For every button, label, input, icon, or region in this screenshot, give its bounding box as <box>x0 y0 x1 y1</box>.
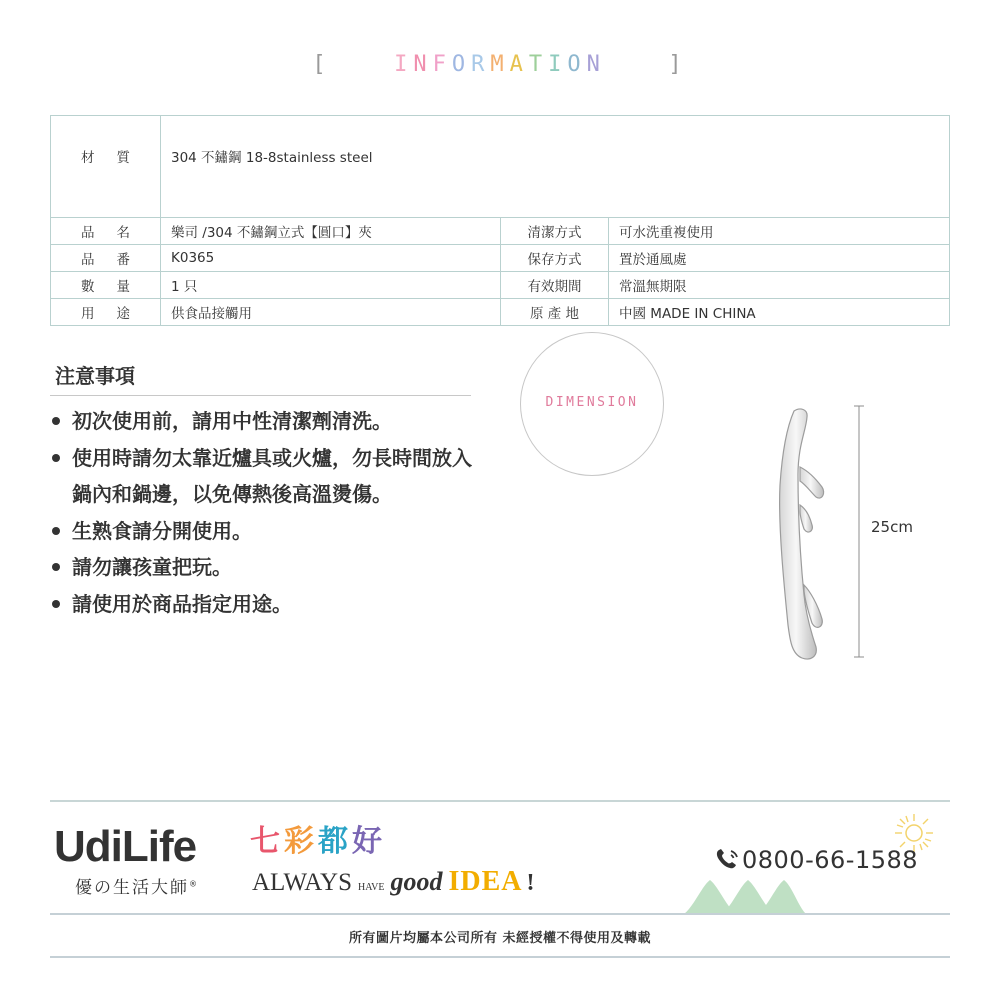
cell-label: 有效期間 <box>501 272 609 299</box>
title-letter: I <box>548 52 568 77</box>
dimension-length: 25cm <box>871 518 913 536</box>
material-value: 304 不鏽鋼 18-8stainless steel <box>161 116 950 218</box>
material-label: 材質 <box>51 116 161 218</box>
title-letter: R <box>471 52 491 77</box>
information-heading <box>0 52 1000 77</box>
title-letter: T <box>528 52 549 77</box>
table-row <box>51 272 950 299</box>
mountains-icon <box>684 876 806 914</box>
bullet-icon <box>52 563 60 571</box>
slogan-char: 彩 <box>284 824 318 859</box>
dimension-label: DIMENSION <box>545 395 639 410</box>
slogan-bang: ! <box>526 870 535 896</box>
cell-label: 清潔方式 <box>501 218 609 245</box>
list-item <box>50 549 490 586</box>
list-item <box>50 513 490 550</box>
slogan-char: 都 <box>318 824 352 859</box>
title-letter: O <box>451 52 472 77</box>
title-letter: A <box>509 52 529 77</box>
slogan-always: ALWAYS <box>252 869 353 896</box>
title-letter: O <box>567 52 587 77</box>
copyright-notice: 所有圖片均屬本公司所有 未經授權不得使用及轉載 <box>348 931 652 946</box>
table-row <box>51 299 950 326</box>
cell-value: 可水洗重複使用 <box>609 218 950 245</box>
footer-divider-top <box>50 800 950 802</box>
title-letter: I <box>394 52 414 77</box>
information-title <box>394 52 606 77</box>
product-info-table <box>50 115 950 326</box>
phone-icon <box>714 847 742 871</box>
cell-label: 品名 <box>51 218 161 245</box>
bullet-icon <box>52 527 60 535</box>
slogan-english <box>252 866 535 898</box>
brand-subtitle <box>75 873 199 898</box>
list-item <box>50 403 490 440</box>
phone-number[interactable] <box>714 846 918 874</box>
note-text: 生熟食請分開使用。 <box>72 518 252 543</box>
footer-divider <box>50 913 950 915</box>
note-text: 初次使用前，請用中性清潔劑清洗。 <box>72 409 392 433</box>
cell-value: 置於通風處 <box>609 245 950 272</box>
registered-mark: ® <box>189 879 199 889</box>
cell-label: 保存方式 <box>501 245 609 272</box>
slogan-char: 七 <box>250 824 284 859</box>
bracket-left: [ <box>312 52 332 77</box>
notes-list <box>50 403 490 622</box>
cell-value: 常溫無期限 <box>609 272 950 299</box>
bullet-icon <box>52 454 60 462</box>
cell-label: 數量 <box>51 272 161 299</box>
notes-title: 注意事項 <box>55 364 135 388</box>
cell-label: 用途 <box>51 299 161 326</box>
tongs-icon <box>780 409 824 659</box>
brand-logo: UdiLife <box>54 822 197 871</box>
title-letter: M <box>490 52 510 77</box>
cell-value: 中國 MADE IN CHINA <box>609 299 950 326</box>
list-item <box>50 586 490 623</box>
phone-text: 0800-66-1588 <box>742 846 919 874</box>
note-text: 請使用於商品指定用途。 <box>72 591 292 616</box>
note-text: 使用時請勿太靠近爐具或火爐，勿長時間放入鍋內和鍋邊，以免傳熱後高溫燙傷。 <box>72 445 472 506</box>
bullet-icon <box>52 417 60 425</box>
note-text: 請勿讓孩童把玩。 <box>72 555 232 579</box>
cell-value: K0365 <box>161 245 501 272</box>
cell-label: 品番 <box>51 245 161 272</box>
bracket-right: ] <box>668 52 688 77</box>
slogan-char: 好 <box>352 824 386 859</box>
slogan-have: HAVE <box>358 882 385 893</box>
length-measure-line <box>851 405 867 659</box>
notes-divider <box>50 395 471 396</box>
cell-value: 樂司 /304 不鏽鋼立式【圓口】夾 <box>161 218 501 245</box>
cell-value: 供食品接觸用 <box>161 299 501 326</box>
title-letter: F <box>432 52 452 77</box>
footer-divider-bottom <box>50 956 950 958</box>
cell-label: 原 產 地 <box>501 299 609 326</box>
brand-cn: 優の生活大師 <box>75 878 189 898</box>
bullet-icon <box>52 600 60 608</box>
slogan-idea: IDEA <box>448 866 523 897</box>
cell-value: 1 只 <box>161 272 501 299</box>
table-row <box>51 245 950 272</box>
title-letter: N <box>413 52 433 77</box>
table-row <box>51 218 950 245</box>
slogan-good: good <box>390 867 443 896</box>
list-item <box>50 440 490 513</box>
slogan-chinese <box>250 816 386 860</box>
table-row-material <box>51 116 950 218</box>
title-letter: N <box>586 52 606 77</box>
